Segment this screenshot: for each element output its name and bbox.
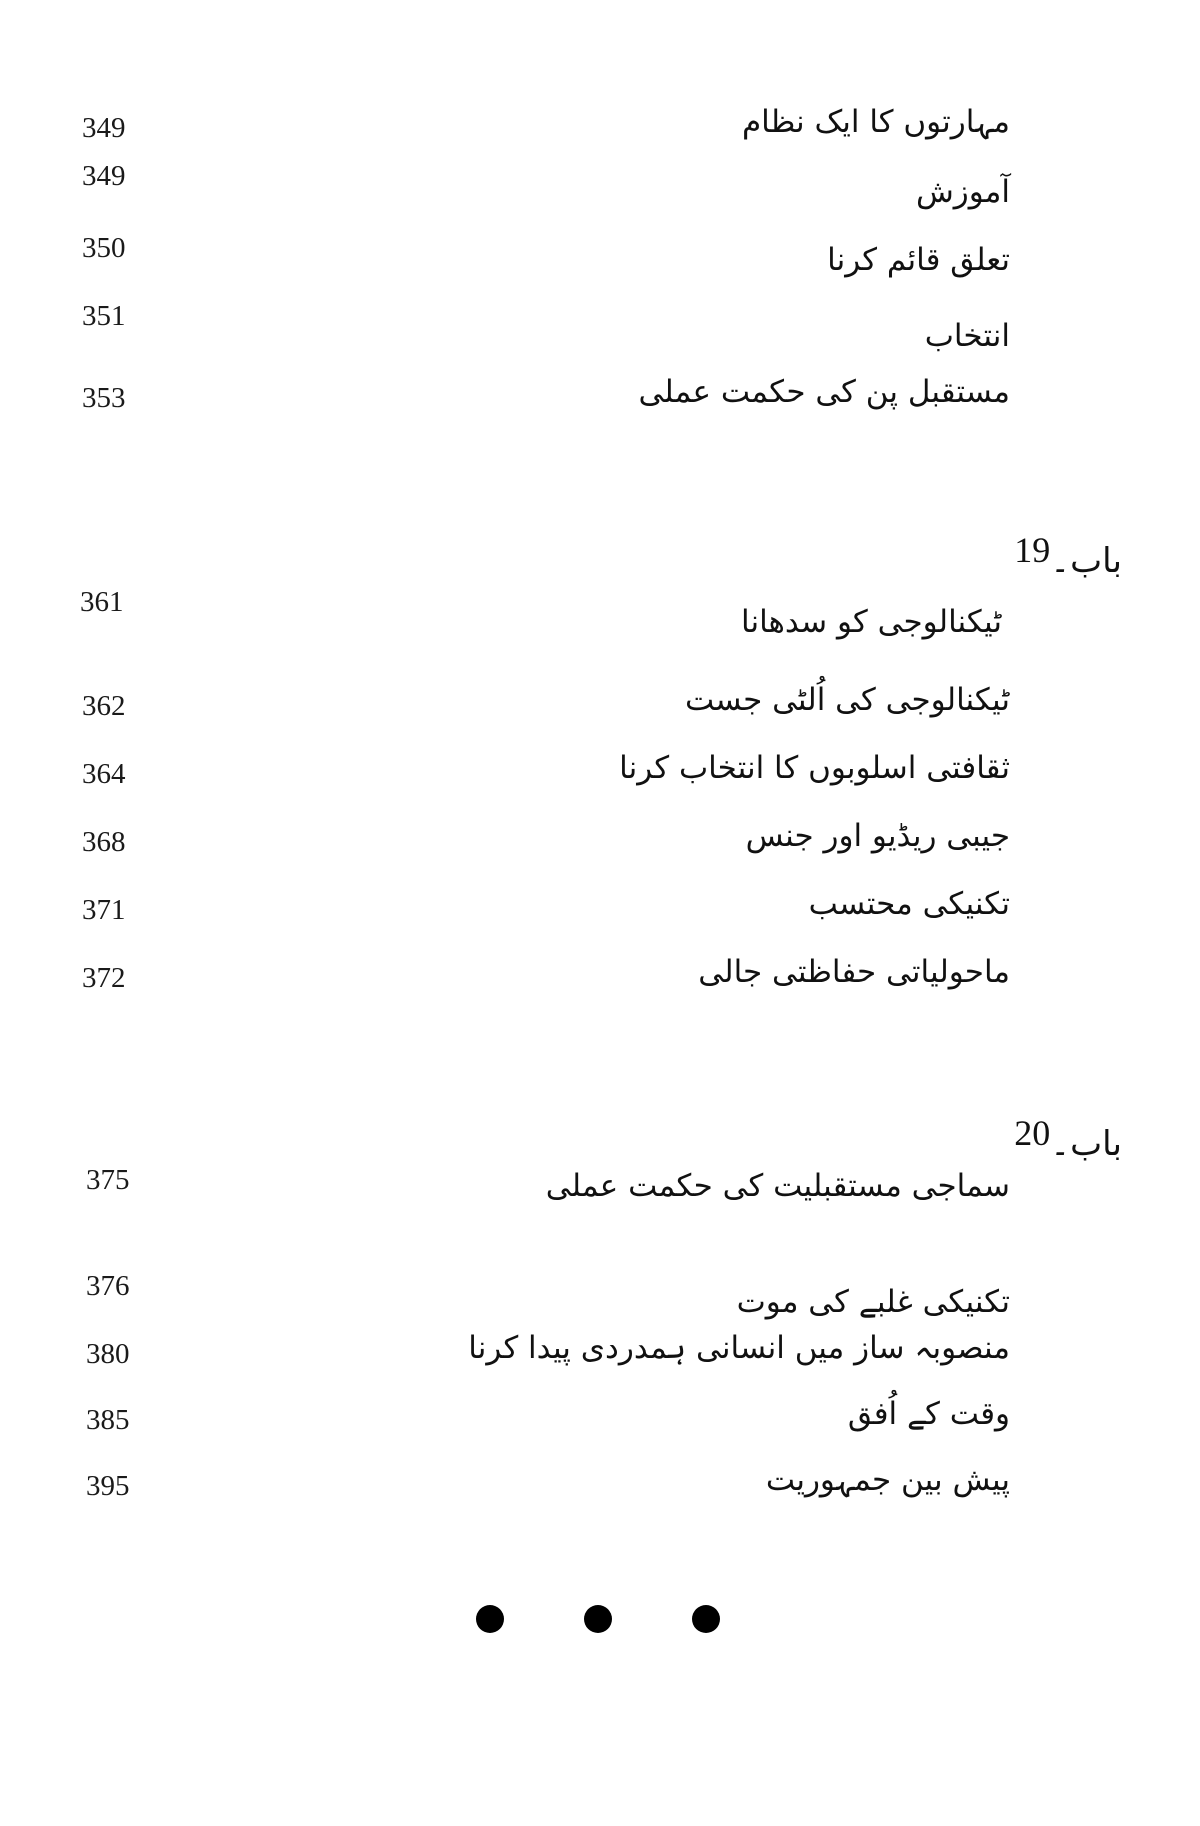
entry-title: مستقبل پن کی حکمت عملی [638,374,1010,410]
page-number: 364 [82,758,126,790]
entry-title: تکنیکی غلبے کی موت [736,1284,1010,1320]
page-number: 375 [86,1164,130,1196]
chapter-number: 20 [1014,1113,1051,1153]
entry-title: سماجی مستقبلیت کی حکمت عملی [545,1168,1010,1204]
chapter-number: 19 [1014,530,1051,570]
entry-title: منصوبہ ساز میں انسانی ہمدردی پیدا کرنا [468,1330,1010,1366]
section-end-ornament [476,1605,726,1639]
chapter-label: باب۔ [1050,541,1122,581]
page-number: 353 [82,382,126,414]
page-number: 380 [86,1338,130,1370]
entry-title: ثقافتی اسلوبوں کا انتخاب کرنا [619,750,1010,786]
entry-title: ٹیکنالوجی کو سدھانا [741,604,1002,640]
page-number: 385 [86,1404,130,1436]
page-number: 350 [82,232,126,264]
page-number: 371 [82,894,126,926]
page-number: 362 [82,690,126,722]
chapter-heading [1014,530,1122,586]
page-number: 351 [82,300,126,332]
page-number: 372 [82,962,126,994]
entry-title: انتخاب [924,318,1010,354]
entry-title: پیش بین جمہوریت [765,1462,1010,1498]
page-number: 368 [82,826,126,858]
page-number: 349 [82,112,126,144]
entry-title: ٹیکنالوجی کی اُلٹی جست [684,682,1010,718]
chapter-heading [1014,1113,1122,1169]
entry-title: آموزش [915,174,1010,210]
ornament-dot [692,1605,720,1633]
ornament-dot [584,1605,612,1633]
page-number: 395 [86,1470,130,1502]
page-number: 376 [86,1270,130,1302]
entry-title: ماحولیاتی حفاظتی جالی [698,954,1010,990]
entry-title: وقت کے اُفق [847,1396,1010,1432]
entry-title: جیبی ریڈیو اور جنس [745,818,1010,854]
chapter-label: باب۔ [1050,1124,1122,1164]
page-number: 361 [80,586,124,618]
entry-title: مہارتوں کا ایک نظام [741,104,1010,140]
page-number: 349 [82,160,126,192]
ornament-dot [476,1605,504,1633]
entry-title: تعلق قائم کرنا [827,242,1010,278]
entry-title: تکنیکی محتسب [808,886,1010,922]
